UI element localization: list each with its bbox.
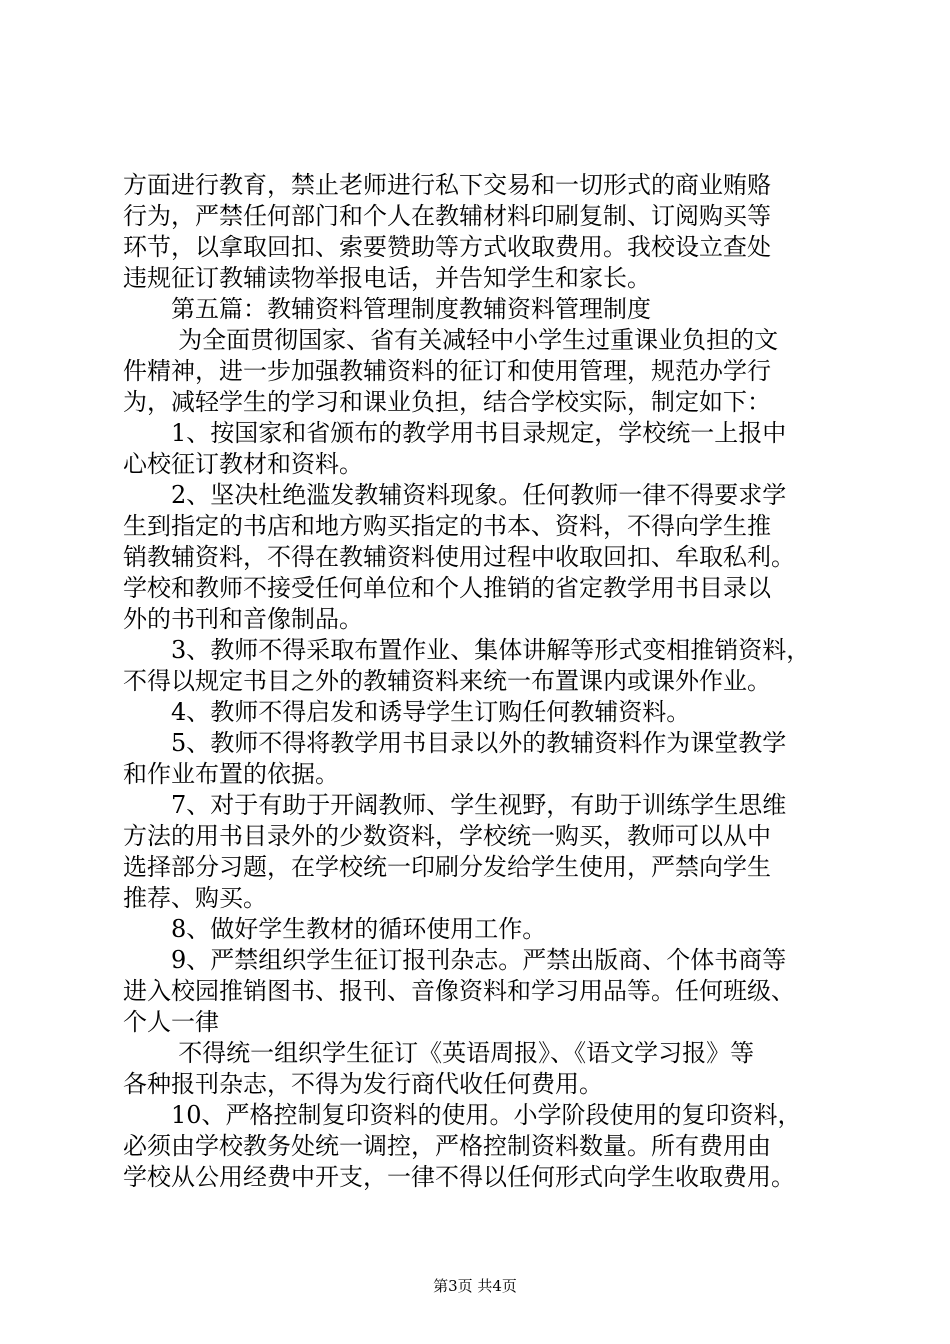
document-body (123, 170, 843, 1193)
text-line: 违规征订教辅读物举报电话，并告知学生和家长。 (123, 264, 651, 292)
text-line: 选择部分习题，在学校统一印刷分发给学生使用，严禁向学生 (123, 853, 771, 881)
text-line: 1、按国家和省颁布的教学用书目录规定，学校统一上报中 (171, 419, 787, 447)
text-line: 第五篇：教辅资料管理制度教辅资料管理制度 (171, 295, 651, 323)
text-line: 推荐、购买。 (123, 884, 267, 912)
text-line: 学校和教师不接受任何单位和个人推销的省定教学用书目录以 (123, 574, 771, 602)
text-line: 7、对于有助于开阔教师、学生视野，有助于训练学生思维 (171, 791, 787, 819)
text-line: 进入校园推销图书、报刊、音像资料和学习用品等。任何班级、 (123, 977, 795, 1005)
text-line: 件精神，进一步加强教辅资料的征订和使用管理，规范办学行 (123, 357, 771, 385)
text-line: 4、教师不得启发和诱导学生订购任何教辅资料。 (171, 698, 691, 726)
text-line: 8、做好学生教材的循环使用工作。 (171, 915, 547, 943)
text-line: 个人一律 (123, 1008, 219, 1036)
text-line: 行为，严禁任何部门和个人在教辅材料印刷复制、订阅购买等 (123, 202, 771, 230)
text-line: 5、教师不得将教学用书目录以外的教辅资料作为课堂教学 (171, 729, 787, 757)
text-line: 不得以规定书目之外的教辅资料来统一布置课内或课外作业。 (123, 667, 771, 695)
text-line: 外的书刊和音像制品。 (123, 605, 363, 633)
text-line: 方法的用书目录外的少数资料，学校统一购买，教师可以从中 (123, 822, 771, 850)
text-line: 9、严禁组织学生征订报刊杂志。严禁出版商、个体书商等 (171, 946, 787, 974)
text-line: 各种报刊杂志，不得为发行商代收任何费用。 (123, 1070, 603, 1098)
text-line: 2、坚决杜绝滥发教辅资料现象。任何教师一律不得要求学 (171, 481, 787, 509)
text-line: 为，减轻学生的学习和课业负担，结合学校实际，制定如下： (123, 388, 771, 416)
text-line: 3、教师不得采取布置作业、集体讲解等形式变相推销资料， (171, 636, 811, 664)
text-line: 和作业布置的依据。 (123, 760, 339, 788)
text-line: 为全面贯彻国家、省有关减轻中小学生过重课业负担的文 (178, 326, 779, 354)
page-footer: 第3页 共4页 (433, 1277, 517, 1295)
text-line: 销教辅资料，不得在教辅资料使用过程中收取回扣、牟取私利。 (123, 543, 795, 571)
text-line: 心校征订教材和资料。 (123, 450, 363, 478)
text-line: 方面进行教育，禁止老师进行私下交易和一切形式的商业贿赂 (123, 171, 771, 199)
text-line: 10、严格控制复印资料的使用。小学阶段使用的复印资料， (171, 1101, 802, 1129)
text-line: 必须由学校教务处统一调控，严格控制资料数量。所有费用由 (123, 1132, 771, 1160)
text-line: 生到指定的书店和地方购买指定的书本、资料，不得向学生推 (123, 512, 771, 540)
text-line: 不得统一组织学生征订《英语周报》、《语文学习报》等 (178, 1039, 755, 1067)
text-line: 环节，以拿取回扣、索要赞助等方式收取费用。我校设立查处 (123, 233, 771, 261)
text-line: 学校从公用经费中开支，一律不得以任何形式向学生收取费用。 (123, 1163, 795, 1191)
